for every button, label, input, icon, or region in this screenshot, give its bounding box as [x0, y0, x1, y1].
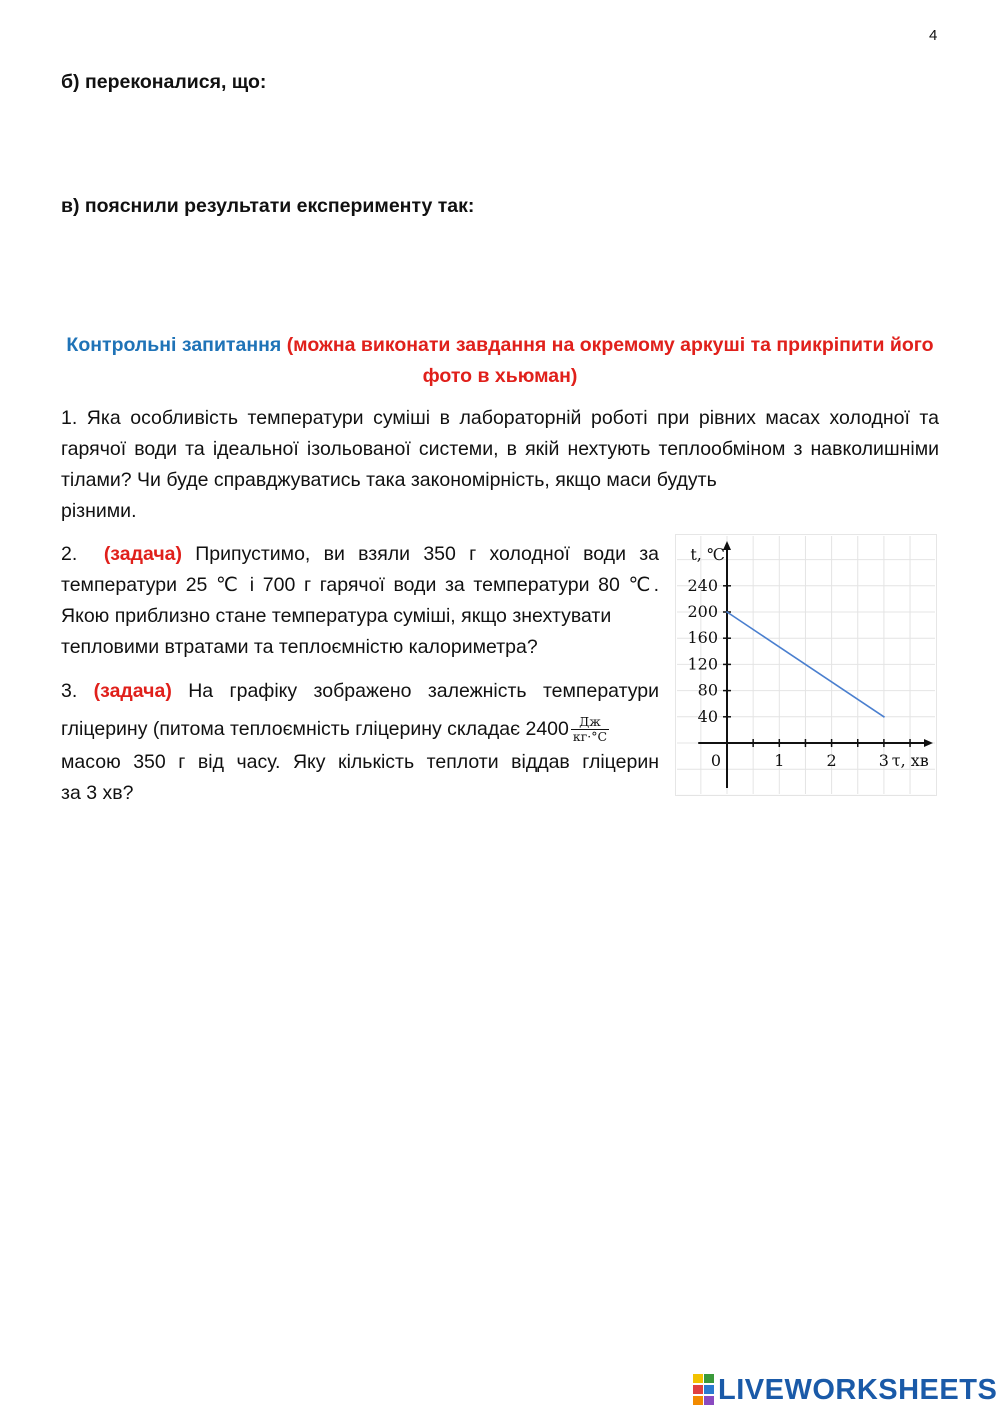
question-2-task-tag: (задача): [103, 543, 182, 565]
x-tick-label: 0: [710, 751, 722, 770]
heading-b: б) переконалися, що:: [61, 71, 267, 93]
question-1: [61, 403, 939, 527]
logo-tile: [704, 1374, 714, 1383]
question-3-line-1-text: На графіку зображено залежність температури: [188, 680, 660, 702]
question-2-number: 2.: [61, 543, 78, 565]
x-tick-label: 3: [878, 751, 889, 770]
question-3-line-2: [61, 711, 659, 747]
question-2-last-line: тепловими втратами та теплоємністю калориметра?: [61, 636, 538, 658]
question-3-line-1: [61, 676, 659, 707]
page-number: 4: [929, 27, 938, 44]
y-tick-label: 160: [687, 628, 718, 648]
logo-tile: [693, 1374, 703, 1383]
y-axis-label: t, ℃: [690, 545, 725, 564]
question-3-line-4: за 3 хв?: [61, 782, 134, 804]
x-tick-label: 2: [826, 751, 837, 770]
logo-tile: [693, 1396, 703, 1405]
liveworksheets-logo: [693, 1375, 997, 1405]
question-1-last-line: різними.: [61, 500, 137, 522]
y-tick-label: 200: [687, 602, 718, 621]
x-axis-label: τ, хв: [891, 751, 929, 770]
x-tick-label: 1: [774, 751, 785, 770]
logo-tile: [693, 1385, 703, 1394]
control-questions-title: [61, 330, 939, 392]
liveworksheets-logo-mark: [693, 1374, 714, 1406]
question-3: [61, 676, 659, 809]
y-tick-label: 240: [687, 575, 718, 595]
question-2-text: Припустимо, ви взяли 350 г холодної води за температури 25 ℃ і 700 г гарячої води за температури 80 ℃. Якою приблизно стане температура суміші, якщо знехтувати: [61, 543, 660, 627]
heading-v: в) пояснили результати експерименту так:: [61, 195, 475, 217]
question-2: [61, 539, 659, 663]
fraction-denominator: кг·°С: [572, 729, 608, 745]
question-3-task-tag: (задача): [93, 680, 172, 702]
control-title-blue: Контрольні запитання: [66, 334, 282, 356]
control-title-red: (можна виконати завдання на окремому аркуші та прикріпити його фото в хьюман): [286, 334, 934, 387]
logo-tile: [704, 1396, 714, 1405]
question-3-line-2-text: гліцерину (питома теплоємність гліцерину складає 2400: [61, 718, 569, 740]
data-point: [726, 611, 728, 613]
data-point: [883, 716, 885, 718]
logo-tile: [704, 1385, 714, 1394]
question-3-number: 3.: [61, 680, 78, 702]
question-1-text: 1. Яка особливість температури суміші в лабораторній роботі при рівних масах холодної та гарячої води та ідеальної ізольованої системи, в якій нехтують теплообміном з навколишніми тілами? Чи буде справджуватись така закономірність, якщо маси будуть: [61, 407, 939, 491]
y-tick-label: 80: [697, 680, 718, 700]
fraction-numerator: Дж: [571, 715, 609, 730]
y-tick-label: 40: [697, 706, 718, 726]
question-3-line-3: масою 350 г від часу. Яку кількість теплоти віддав гліцерин: [61, 751, 659, 773]
specific-heat-unit-fraction: [571, 715, 609, 744]
y-tick-label: 120: [687, 654, 718, 674]
liveworksheets-logo-text: LIVEWORKSHEETS: [718, 1373, 998, 1406]
temperature-time-chart: [675, 534, 937, 796]
